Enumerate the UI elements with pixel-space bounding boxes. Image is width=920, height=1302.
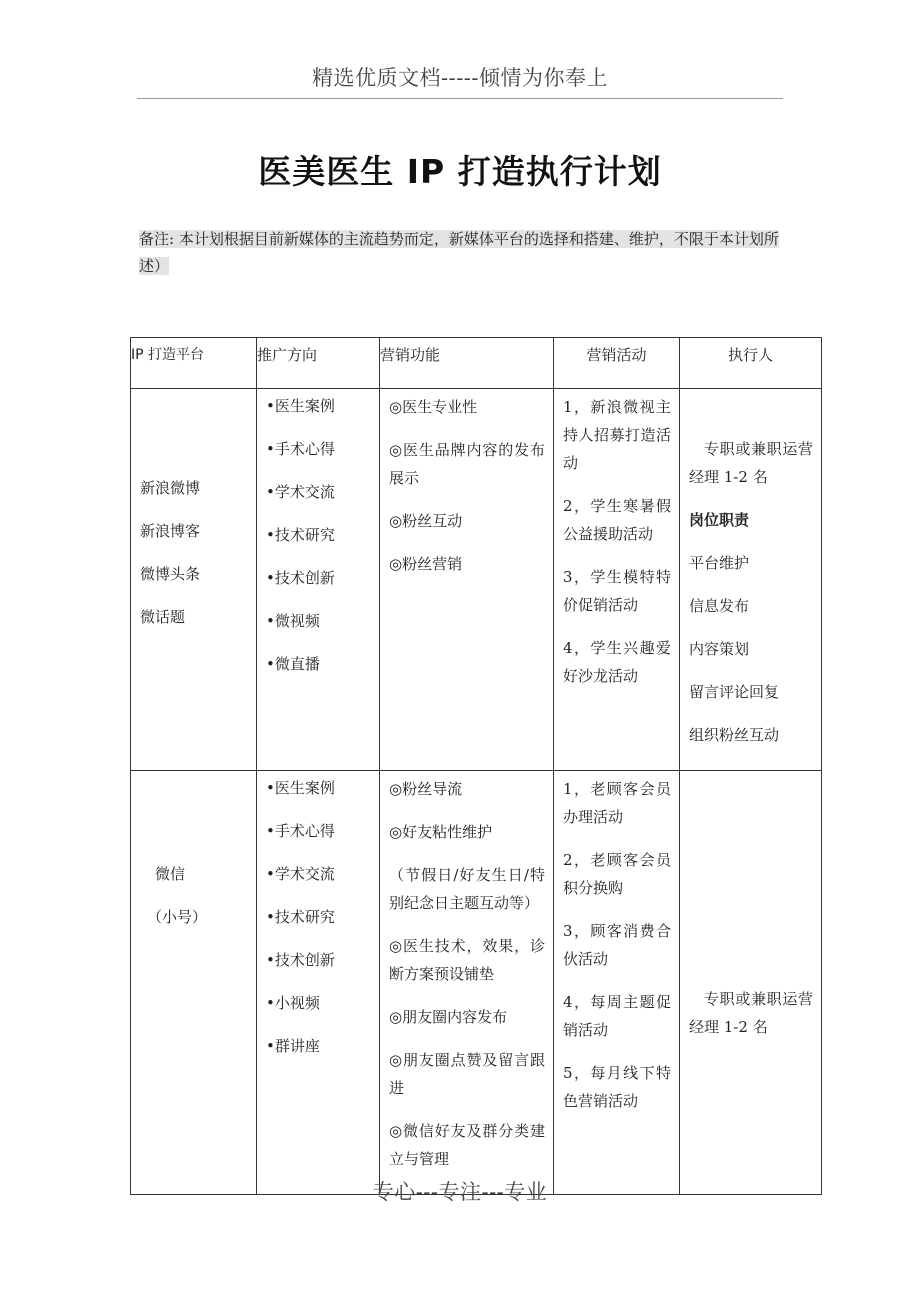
executor-lead: 专职或兼职运营经理 1-2 名 (689, 440, 813, 486)
activity-item: 1，老顾客会员办理活动 (563, 780, 671, 826)
activity-cell (554, 771, 680, 1195)
activity-item: 3，学生模特特价促销活动 (563, 568, 671, 614)
executor-lead: 专职或兼职运营经理 1-2 名 (689, 990, 813, 1036)
direction-item: •手术心得 (266, 440, 335, 458)
direction-item: •技术创新 (266, 569, 335, 587)
function-item: ◎粉丝导流 (389, 780, 463, 798)
direction-cell (257, 389, 380, 771)
table-row (131, 389, 822, 771)
platform-item: （小号） (147, 908, 208, 926)
direction-item: •微视频 (266, 612, 320, 630)
duty-item: 信息发布 (689, 597, 750, 615)
header-function: 营销功能 (380, 338, 554, 389)
duty-item: 平台维护 (689, 554, 750, 572)
activity-item: 5，每月线下特色营销活动 (563, 1064, 671, 1110)
platform-item: 微信 (155, 865, 186, 883)
platform-item: 新浪微博 (140, 479, 201, 497)
platform-item: 微话题 (140, 608, 186, 626)
function-item: ◎医生专业性 (389, 398, 478, 416)
platform-cell (131, 389, 257, 771)
header-platform: IP 打造平台 (131, 338, 257, 389)
duty-title: 岗位职责 (689, 511, 750, 529)
direction-item: •学术交流 (266, 483, 335, 501)
activity-item: 2，学生寒暑假公益援助活动 (563, 497, 671, 543)
document-title: 医美医生 IP 打造执行计划 (258, 152, 662, 191)
direction-item: •小视频 (266, 994, 320, 1012)
header-divider (137, 98, 783, 99)
duty-item: 组织粉丝互动 (689, 726, 780, 744)
function-item: ◎医生品牌内容的发布展示 (389, 441, 545, 487)
activity-item: 2，老顾客会员积分换购 (563, 851, 671, 897)
direction-item: •学术交流 (266, 865, 335, 883)
executor-cell (680, 771, 822, 1195)
function-cell (380, 771, 554, 1195)
function-cell (380, 389, 554, 771)
header-activity: 营销活动 (554, 338, 680, 389)
direction-item: •医生案例 (266, 397, 335, 415)
direction-item: •技术研究 (266, 526, 335, 544)
header-direction: 推广方向 (257, 338, 380, 389)
direction-cell (257, 771, 380, 1195)
executor-cell (680, 389, 822, 771)
remark-text: 备注: 本计划根据目前新媒体的主流趋势而定，新媒体平台的选择和搭建、维护，不限于本计划所述） (139, 230, 779, 275)
direction-item: •群讲座 (266, 1037, 320, 1055)
platform-item: 微博头条 (140, 565, 201, 583)
activity-item: 4，学生兴趣爱好沙龙活动 (563, 639, 671, 685)
direction-item: •医生案例 (266, 779, 335, 797)
page-header: 精选优质文档-----倾情为你奉上 (312, 66, 608, 90)
header-executor: 执行人 (680, 338, 822, 389)
direction-item: •微直播 (266, 655, 320, 673)
function-item: （节假日/好友生日/特别纪念日主题互动等） (389, 866, 545, 912)
direction-item: •手术心得 (266, 822, 335, 840)
duty-item: 内容策划 (689, 640, 750, 658)
function-item: ◎粉丝互动 (389, 512, 463, 530)
platform-item: 新浪博客 (140, 522, 201, 540)
direction-item: •技术研究 (266, 908, 335, 926)
page-footer: 专心---专注---专业 (372, 1180, 548, 1204)
activity-item: 1，新浪微视主持人招募打造活动 (563, 398, 671, 472)
table-header-row (131, 338, 822, 389)
function-item: ◎微信好友及群分类建立与管理 (389, 1122, 545, 1168)
function-item: ◎朋友圈内容发布 (389, 1008, 508, 1026)
remark-note (139, 226, 783, 280)
activity-cell (554, 389, 680, 771)
function-item: ◎医生技术，效果，诊断方案预设铺垫 (389, 937, 545, 983)
execution-plan-table (130, 337, 822, 1195)
activity-item: 4，每周主题促销活动 (563, 993, 671, 1039)
activity-item: 3，顾客消费合伙活动 (563, 922, 671, 968)
platform-cell (131, 771, 257, 1195)
table-row (131, 771, 822, 1195)
direction-item: •技术创新 (266, 951, 335, 969)
function-item: ◎好友粘性维护 (389, 823, 493, 841)
duty-item: 留言评论回复 (689, 683, 780, 701)
function-item: ◎粉丝营销 (389, 555, 463, 573)
function-item: ◎朋友圈点赞及留言跟进 (389, 1051, 545, 1097)
